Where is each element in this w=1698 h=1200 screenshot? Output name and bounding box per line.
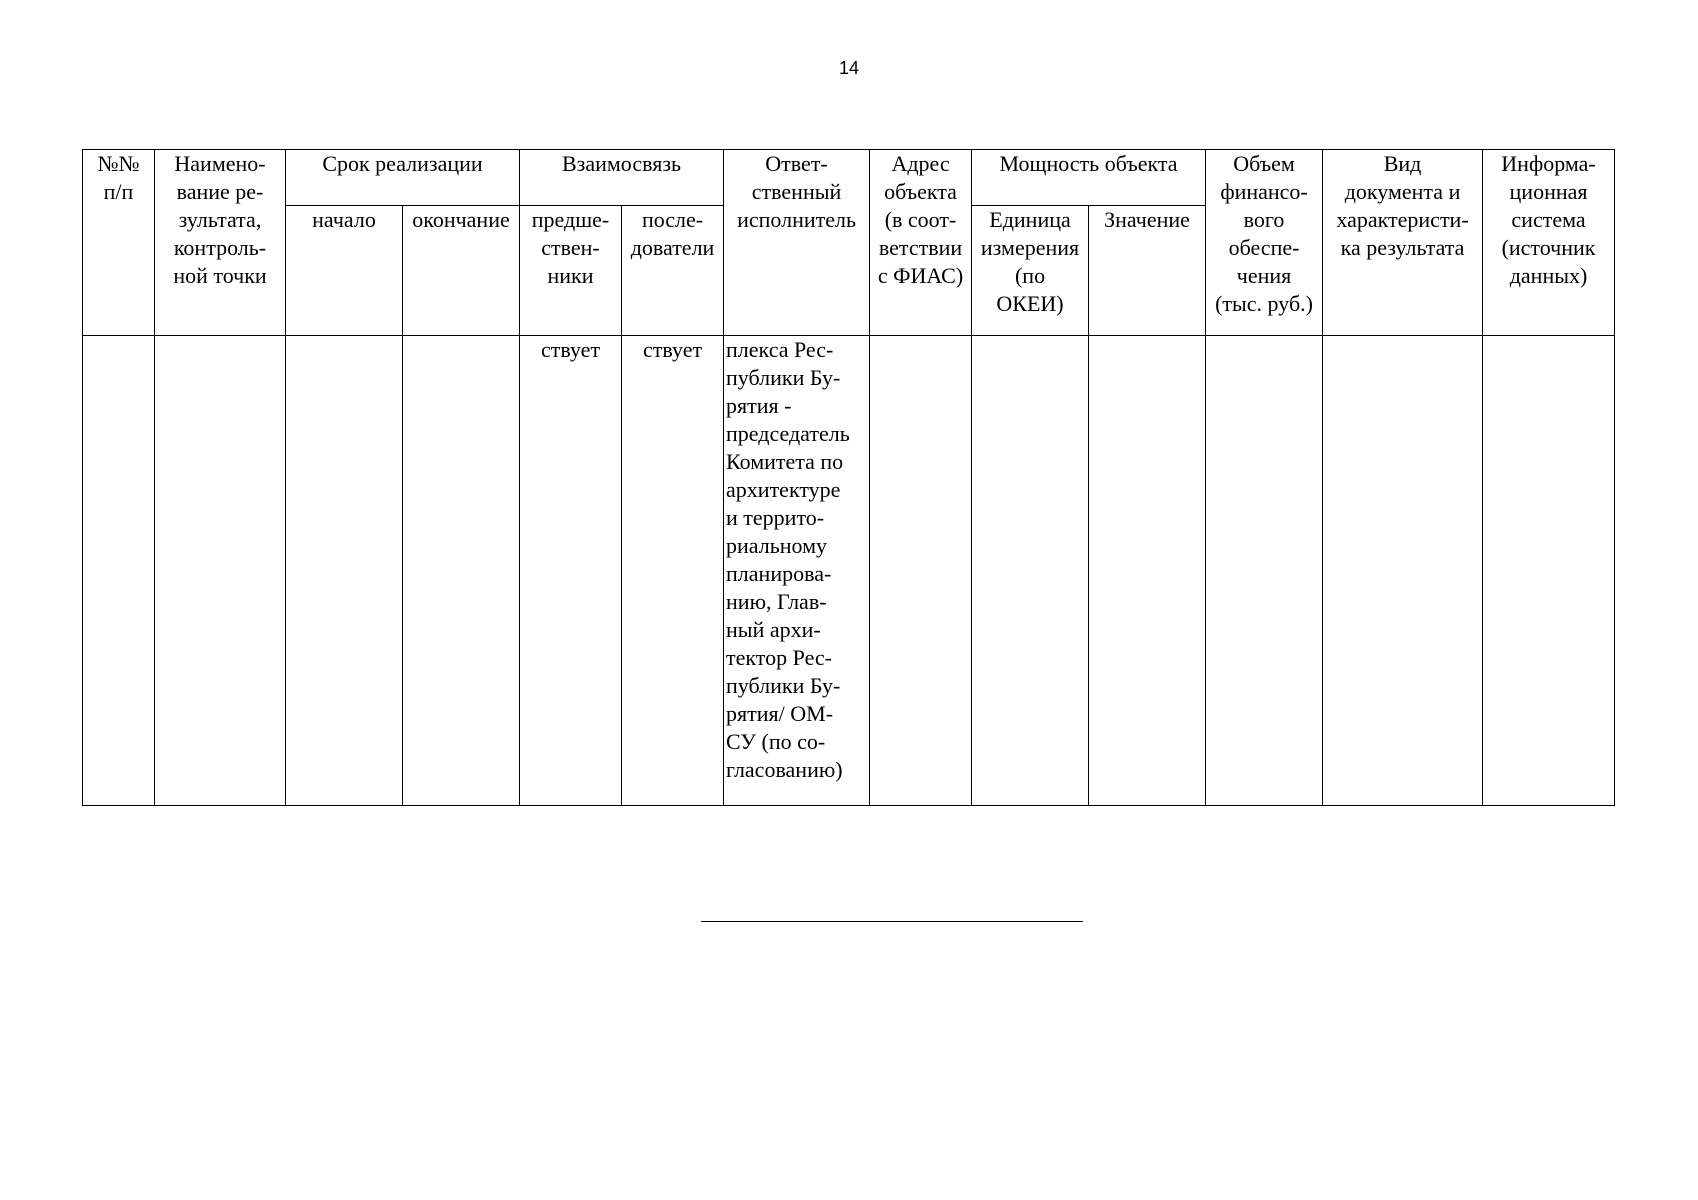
cell-number	[83, 336, 155, 806]
header-address: Адрес объекта (в соот- ветствии с ФИАС)	[870, 150, 972, 336]
header-link-group: Взаимосвязь	[520, 150, 724, 206]
cell-address	[870, 336, 972, 806]
cell-responsible: плекса Рес- публики Бу- рятия - председатель Комитета по архитектуре и террито- риальному планирова- нию, Глав- ный архи- тектор Рес- публики Бу- рятия/ ОМ- СУ (по со- гласованию)	[724, 336, 870, 806]
cell-link-prev: ствует	[520, 336, 622, 806]
header-funding: Объем финансо- вого обеспе- чения (тыс. руб.)	[1206, 150, 1323, 336]
end-of-document-line	[701, 921, 1083, 922]
results-table	[82, 149, 1615, 806]
cell-result-name	[155, 336, 286, 806]
header-capacity-value: Значение	[1089, 206, 1206, 336]
cell-link-next: ствует	[622, 336, 724, 806]
header-doc-type: Вид документа и характеристи- ка результата	[1323, 150, 1483, 336]
header-number: №№ п/п	[83, 150, 155, 336]
cell-term-end	[403, 336, 520, 806]
cell-info-system	[1483, 336, 1615, 806]
header-term-group: Срок реализации	[286, 150, 520, 206]
header-capacity-group: Мощность объекта	[972, 150, 1206, 206]
header-term-end: окончание	[403, 206, 520, 336]
cell-doc-type	[1323, 336, 1483, 806]
header-term-start: начало	[286, 206, 403, 336]
header-row-groups	[83, 150, 1615, 206]
table-row	[83, 336, 1615, 806]
header-result-name: Наимено- вание ре- зультата, контроль- ной точки	[155, 150, 286, 336]
cell-term-start	[286, 336, 403, 806]
header-responsible: Ответ- ственный исполнитель	[724, 150, 870, 336]
header-link-prev: предше- ствен- ники	[520, 206, 622, 336]
cell-capacity-unit	[972, 336, 1089, 806]
cell-capacity-value	[1089, 336, 1206, 806]
header-capacity-unit: Единица измерения (по ОКЕИ)	[972, 206, 1089, 336]
cell-funding	[1206, 336, 1323, 806]
header-link-next: после- дователи	[622, 206, 724, 336]
header-info-system: Информа- ционная система (источник данных)	[1483, 150, 1615, 336]
page-number: 14	[838, 58, 860, 78]
